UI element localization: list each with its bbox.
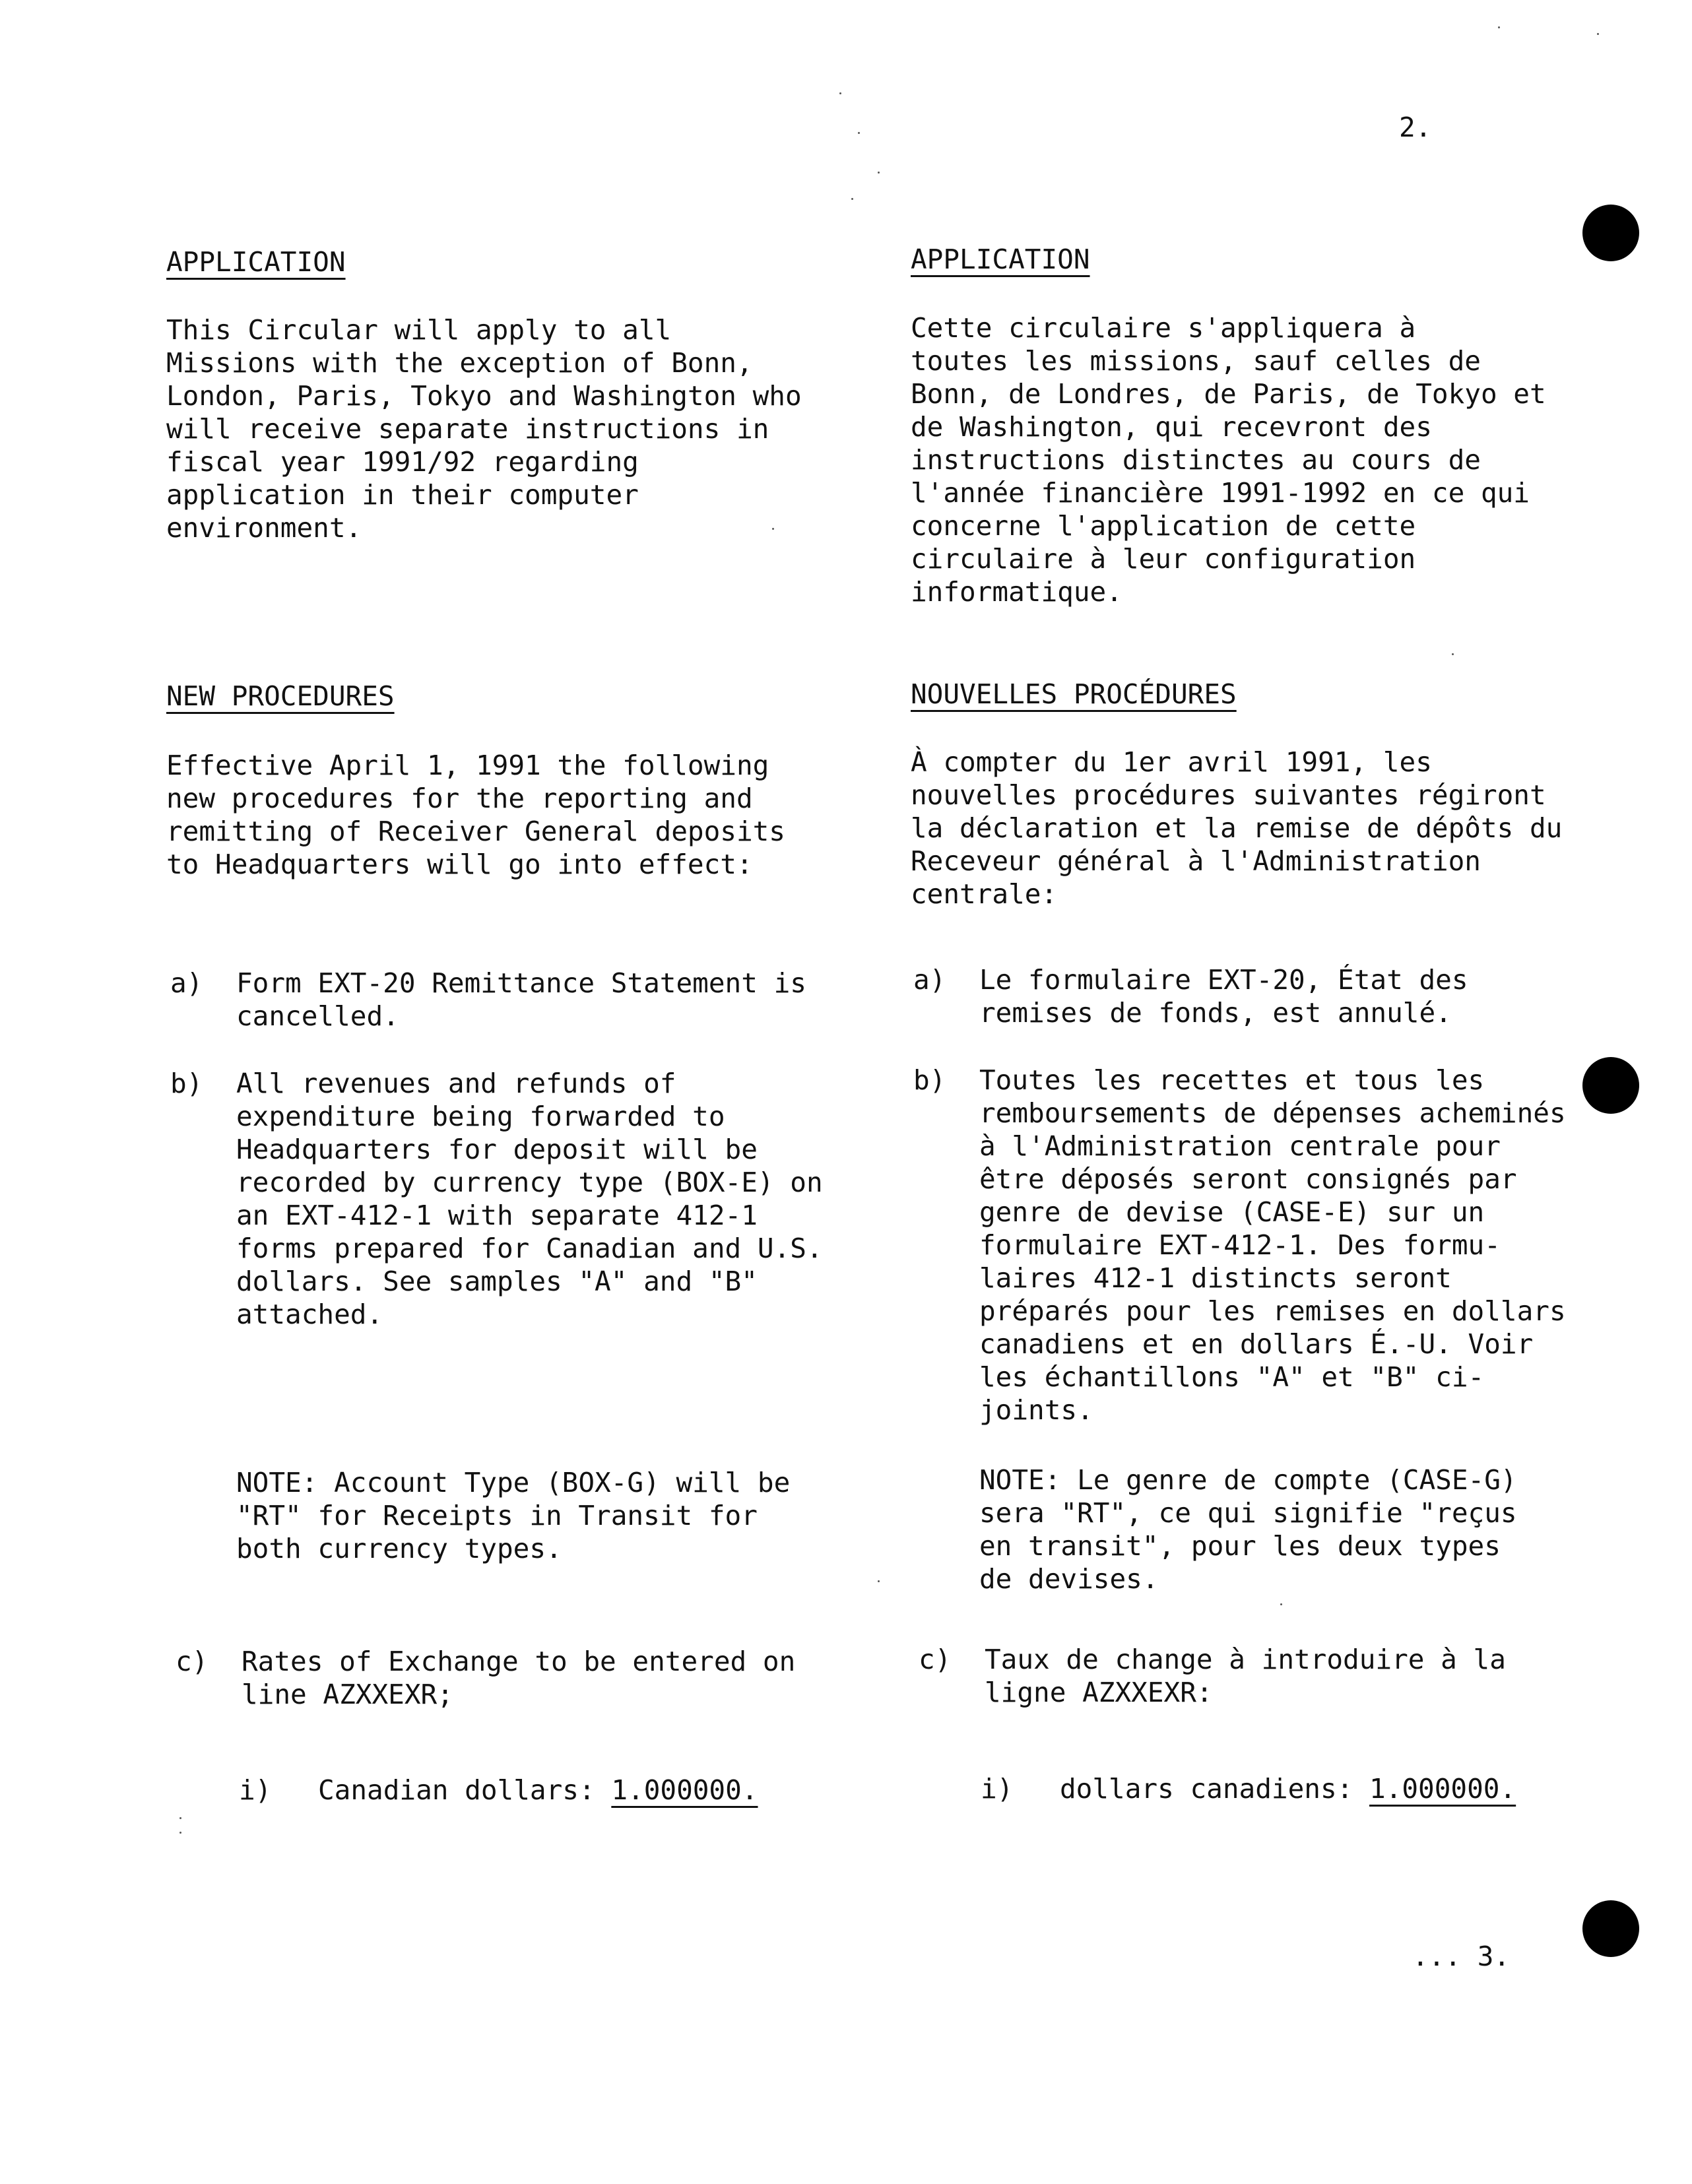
- english-note: [170, 1466, 857, 1565]
- scan-speck: [1280, 1603, 1282, 1605]
- item-marker: [913, 1463, 979, 1595]
- item-text: Form EXT-20 Remittance Statement is cancelled.: [236, 967, 806, 1032]
- scan-speck: [839, 92, 841, 94]
- note-text: NOTE: Le genre de compte (CASE-G) sera "RT", ce qui signifie "reçus en transit", pour les deux types de devises.: [979, 1464, 1517, 1595]
- rate-label: dollars canadiens:: [1060, 1773, 1369, 1805]
- french-new-procedures-heading: NOUVELLES PROCÉDURES: [911, 678, 1237, 710]
- scan-speck: [1597, 33, 1599, 35]
- item-marker: c): [176, 1646, 209, 1677]
- scan-speck: [1452, 653, 1454, 655]
- english-new-procedures-heading: NEW PROCEDURES: [166, 680, 395, 712]
- item-marker: b): [913, 1064, 946, 1096]
- scan-speck: [772, 528, 774, 530]
- page-number: 2.: [1399, 112, 1432, 143]
- scan-speck: [878, 172, 880, 174]
- rate-label: Canadian dollars:: [318, 1774, 612, 1806]
- punch-hole-bottom: [1582, 1900, 1639, 1957]
- english-item-b: [170, 1067, 857, 1331]
- scan-speck: [179, 1832, 181, 1834]
- english-application-heading: APPLICATION: [166, 246, 346, 278]
- french-application-heading: APPLICATION: [911, 243, 1090, 275]
- french-application-body: Cette circulaire s'appliquera à toutes les missions, sauf celles de Bonn, de Londres, de Paris, de Tokyo et de Washington, qui recevront des instructions distinctes au cours de l'année financière 1991-1992 en ce qui concerne l'application de cette circulaire à leur configuration informatique.: [911, 312, 1546, 608]
- scan-speck: [858, 132, 860, 134]
- english-application-body: This Circular will apply to all Missions with the exception of Bonn, London, Paris, Tokyo and Washington who will receive separate instructions in fiscal year 1991/92 regarding application in their computer environment.: [166, 314, 802, 544]
- french-note: [913, 1463, 1600, 1595]
- english-item-c: [176, 1645, 862, 1711]
- item-text: All revenues and refunds of expenditure being forwarded to Headquarters for deposit will be recorded by currency type (BOX-E) on an EXT-412-1 with separate 412-1 forms prepared for Canadian and U.S. dollars. See samples "A" and "B" attached.: [236, 1068, 823, 1330]
- french-new-procedures-body: À compter du 1er avril 1991, les nouvelles procédures suivantes régiront la déclaration et la remise de dépôts du Receveur général à l'Administration centrale:: [911, 746, 1563, 910]
- scan-speck: [878, 1580, 880, 1582]
- french-item-a: [913, 963, 1600, 1029]
- item-text: Le formulaire EXT-20, État des remises de fonds, est annulé.: [979, 964, 1468, 1029]
- item-text: Rates of Exchange to be entered on line AZXXEXR;: [242, 1646, 796, 1710]
- scan-speck: [851, 198, 853, 200]
- rate-value: 1.000000.: [1369, 1773, 1516, 1805]
- item-marker: c): [919, 1644, 952, 1675]
- french-rate-line: [981, 1772, 1614, 1805]
- rate-marker: i): [239, 1774, 272, 1806]
- english-item-a: [170, 967, 857, 1033]
- item-marker: b): [170, 1068, 203, 1099]
- item-marker: [170, 1466, 236, 1565]
- french-item-c: [919, 1643, 1605, 1709]
- item-text: Taux de change à introduire à la ligne AZXXEXR:: [985, 1644, 1506, 1708]
- scan-speck: [179, 1817, 181, 1819]
- english-new-procedures-body: Effective April 1, 1991 the following new procedures for the reporting and remitting of Receiver General deposits to Headquarters will go into effect:: [166, 750, 785, 880]
- item-marker: a): [913, 964, 946, 996]
- french-item-b: [913, 1064, 1600, 1427]
- item-marker: a): [170, 967, 203, 999]
- continuation-marker: ... 3.: [1412, 1941, 1511, 1972]
- rate-value: 1.000000.: [611, 1774, 758, 1806]
- english-rate-line: [239, 1774, 886, 1807]
- item-text: Toutes les recettes et tous les remboursements de dépenses acheminés à l'Administration centrale pour être déposés seront consignés par genre de devise (CASE-E) sur un formulaire EXT-412-1. Des formu- laires 412-1 distincts seront préparés pour les remises en dollars canadiens et en dollars É.-U. Voir les échantillons "A" et "B" ci- joints.: [979, 1064, 1566, 1426]
- scan-speck: [1498, 26, 1500, 28]
- rate-marker: i): [981, 1773, 1014, 1805]
- punch-hole-top: [1582, 205, 1639, 261]
- note-text: NOTE: Account Type (BOX-G) will be "RT" for Receipts in Transit for both currency types.: [236, 1467, 791, 1564]
